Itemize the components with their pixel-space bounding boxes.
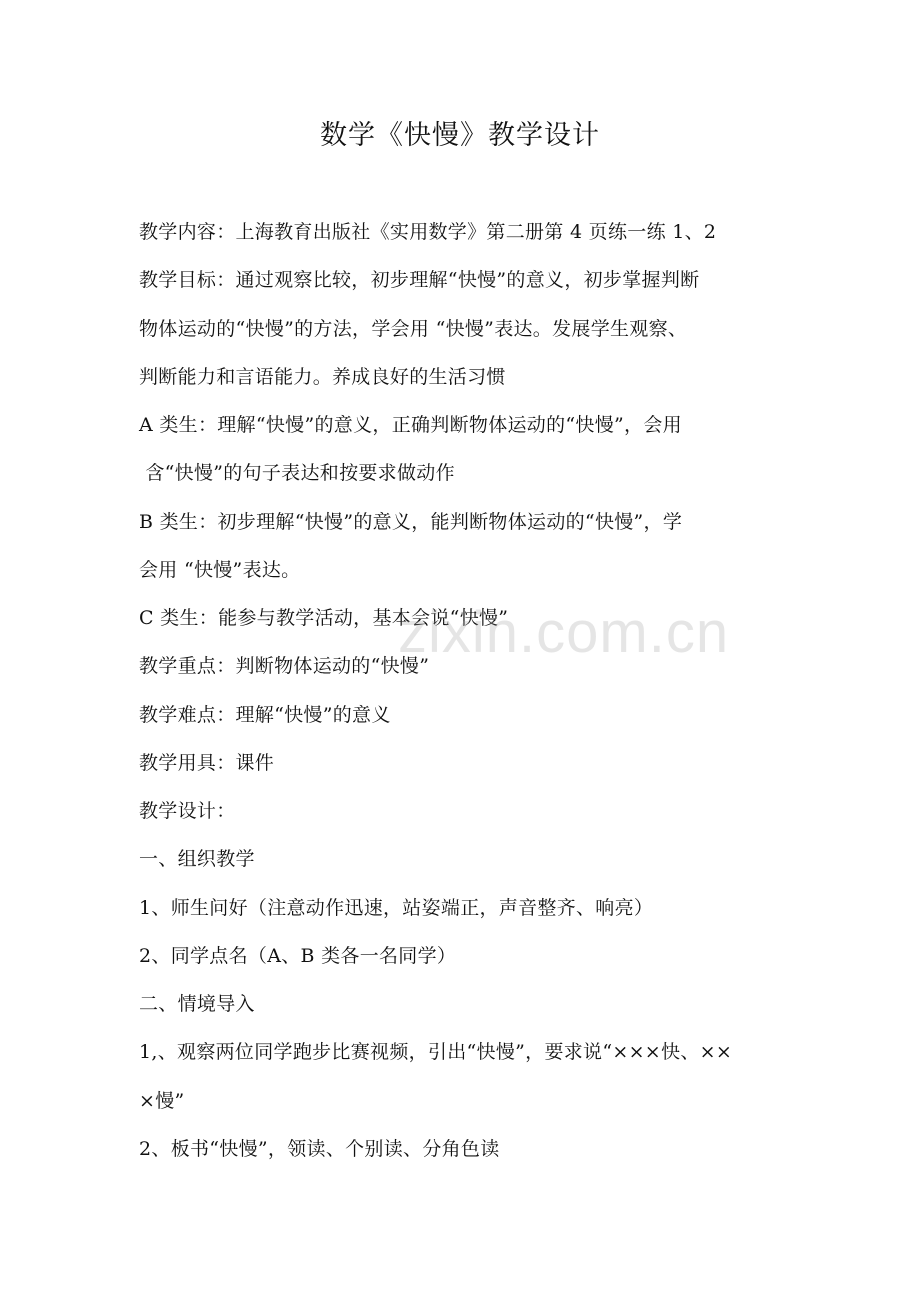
- text-line: 教学内容：上海教育出版社《实用数学》第二册第 4 页练一练 1、2: [139, 221, 717, 243]
- text-line: 2、同学点名（A、B 类各一名同学）: [139, 945, 457, 967]
- section-heading: 二、情境导入: [139, 993, 255, 1015]
- section-heading: 一、组织教学: [139, 848, 255, 870]
- text-line: 教学目标：通过观察比较，初步理解“快慢”的意义，初步掌握判断: [139, 269, 700, 291]
- text-line: 含“快慢”的句子表达和按要求做动作: [139, 462, 455, 484]
- text-line: 1,、观察两位同学跑步比赛视频，引出“快慢”，要求说“×××快、××: [139, 1041, 733, 1063]
- text-line: 2、板书“快慢”，领读、个别读、分角色读: [139, 1138, 500, 1160]
- text-line: 教学难点：理解“快慢”的意义: [139, 704, 391, 726]
- text-line: ×慢”: [139, 1090, 185, 1112]
- text-line: 判断能力和言语能力。养成良好的生活习惯: [139, 366, 506, 388]
- watermark: zixin.com.cn: [398, 600, 730, 665]
- text-line: A 类生：理解“快慢”的意义，正确判断物体运动的“快慢”，会用: [139, 414, 682, 436]
- text-line: 教学重点：判断物体运动的“快慢”: [139, 655, 430, 677]
- text-line: 1、师生问好（注意动作迅速，站姿端正，声音整齐、响亮）: [139, 897, 654, 919]
- text-line: 物体运动的“快慢”的方法，学会用 “快慢”表达。发展学生观察、: [139, 318, 688, 340]
- text-line: 会用 “快慢”表达。: [139, 559, 301, 581]
- document-title: 数学《快慢》教学设计: [320, 120, 600, 151]
- text-line: 教学设计：: [139, 800, 236, 822]
- text-line: C 类生：能参与教学活动，基本会说“快慢”: [139, 607, 509, 629]
- text-line: 教学用具：课件: [139, 752, 275, 774]
- text-line: B 类生：初步理解“快慢”的意义，能判断物体运动的“快慢”，学: [139, 511, 683, 533]
